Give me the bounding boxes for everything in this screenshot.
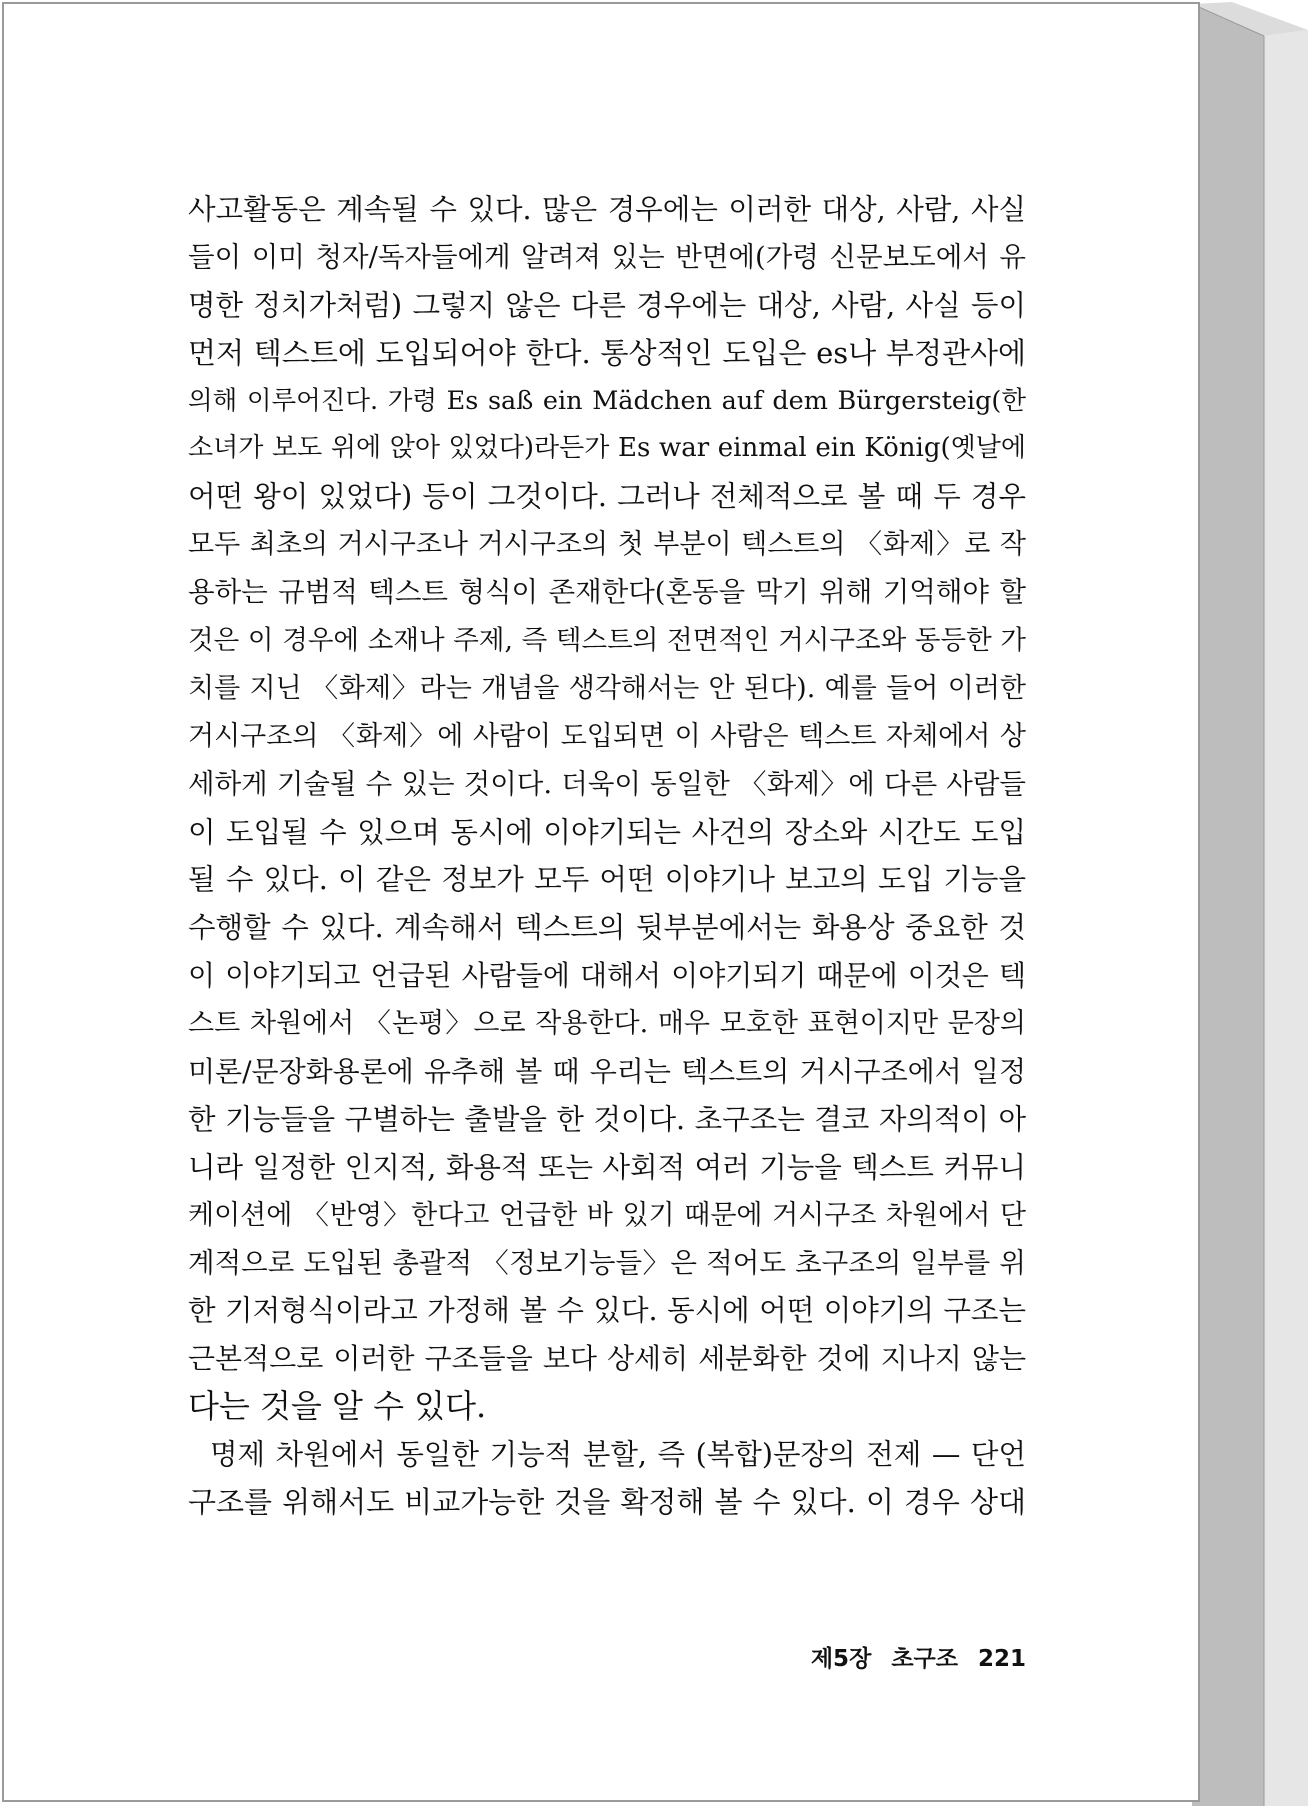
- text-line: 스트 차원에서 〈논평〉으로 작용한다. 매우 모호한 표현이지만 문장의: [188, 1008, 1026, 1040]
- text-line: 이 이야기되고 언급된 사람들에 대해서 이야기되기 때문에 이것은 텍: [188, 959, 1026, 993]
- text-line: 거시구조의 〈화제〉에 사람이 도입되면 이 사람은 텍스트 자체에서 상: [188, 720, 1026, 752]
- text-line: 들이 이미 청자/독자들에게 알려져 있는 반면에(가령 신문보도에서 유: [188, 240, 1026, 273]
- text-line: 모두 최초의 거시구조나 거시구조의 첫 부분이 텍스트의 〈화제〉로 작: [188, 529, 1026, 561]
- footer-chapter-title: 초구조: [891, 1646, 958, 1672]
- text-line-paragraph-end: 다는 것을 알 수 있다.: [188, 1387, 487, 1426]
- text-line: 한 기능들을 구별하는 출발을 한 것이다. 초구조는 결코 자의적이 아: [188, 1102, 1026, 1136]
- text-line: 의해 이루어진다. 가령 Es saß ein Mädchen auf dem Bürgersteig(한: [188, 385, 1026, 416]
- text-line: 것은 이 경우에 소재나 주제, 즉 텍스트의 전면적인 거시구조와 동등한 가: [188, 625, 1026, 657]
- text-line: 한 기저형식이라고 가정해 볼 수 있다. 동시에 어떤 이야기의 구조는: [188, 1294, 1026, 1328]
- page-stack-edge: [1192, 0, 1308, 1806]
- text-line: 치를 지닌 〈화제〉라는 개념을 생각해서는 안 된다). 예를 들어 이러한: [188, 672, 1026, 704]
- text-line: 계적으로 도입된 총괄적 〈정보기능들〉은 적어도 초구조의 일부를 위: [188, 1246, 1026, 1279]
- text-line: 이 도입될 수 있으며 동시에 이야기되는 사건의 장소와 시간도 도입: [188, 815, 1026, 849]
- text-line: 용하는 규범적 텍스트 형식이 존재한다(혼동을 막기 위해 기억해야 할: [188, 576, 1026, 609]
- body-text: [188, 186, 1026, 1527]
- text-line: 니라 일정한 인지적, 화용적 또는 사회적 여러 기능을 텍스트 커뮤니: [188, 1150, 1026, 1184]
- text-line: 사고활동은 계속될 수 있다. 많은 경우에는 이러한 대상, 사람, 사실: [188, 193, 1026, 226]
- text-line: 세하게 기술될 수 있는 것이다. 더욱이 동일한 〈화제〉에 다른 사람들: [188, 767, 1026, 800]
- text-line: 먼저 텍스트에 도입되어야 한다. 통상적인 도입은 es나 부정관사에: [188, 335, 1026, 370]
- text-line: 명한 정치가처럼) 그렇지 않은 다른 경우에는 대상, 사람, 사실 등이: [188, 288, 1026, 322]
- text-line: 미론/문장화용론에 유추해 볼 때 우리는 텍스트의 거시구조에서 일정: [188, 1055, 1026, 1089]
- text-line: 구조를 위해서도 비교가능한 것을 확정해 볼 수 있다. 이 경우 상대: [188, 1485, 1026, 1520]
- text-line: 케이션에 〈반영〉한다고 언급한 바 있기 때문에 거시구조 차원에서 단: [188, 1199, 1026, 1231]
- text-line: 소녀가 보도 위에 앉아 있었다)라든가 Es war einmal ein König(옛날에: [188, 433, 1026, 464]
- text-line: 수행할 수 있다. 계속해서 텍스트의 뒷부분에서는 화용상 중요한 것: [188, 911, 1026, 945]
- text-line: 될 수 있다. 이 같은 정보가 모두 어떤 이야기나 보고의 도입 기능을: [188, 863, 1026, 897]
- running-footer: [790, 1640, 1026, 1673]
- footer-chapter: 제5장: [810, 1646, 872, 1672]
- page-number: 221: [977, 1646, 1026, 1672]
- text-line: 어떤 왕이 있었다) 등이 그것이다. 그러나 전체적으로 볼 때 두 경우: [188, 480, 1026, 514]
- text-line: 근본적으로 이러한 구조들을 보다 상세히 세분화한 것에 지나지 않는: [188, 1342, 1026, 1376]
- text-line-paragraph-start: 명제 차원에서 동일한 기능적 분할, 즉 (복합)문장의 전제 — 단언: [210, 1438, 1026, 1472]
